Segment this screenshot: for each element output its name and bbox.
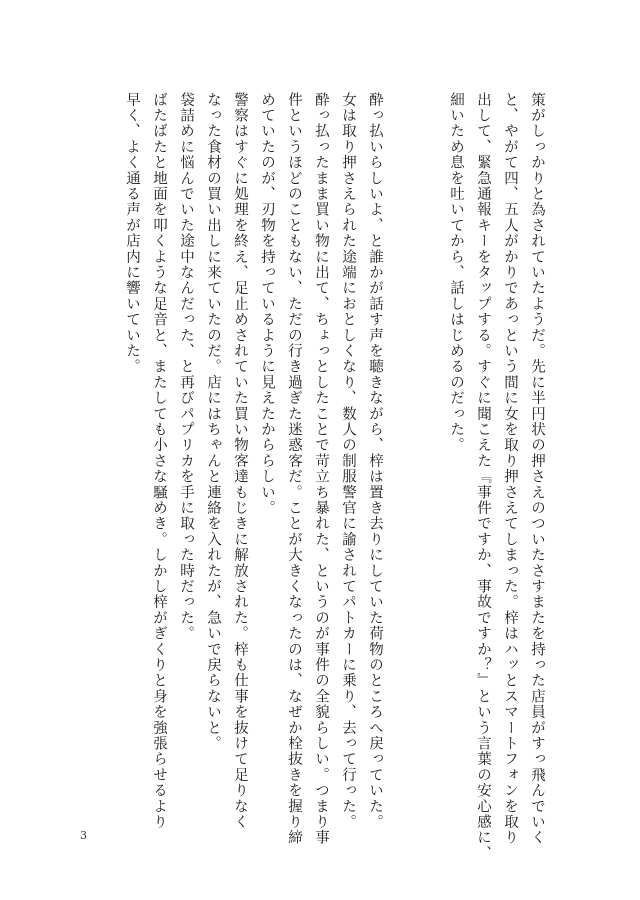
text-line: なった食材の買い出しに来ていたのだ。店にはちゃんと連絡を入れたが、急いで戻らないと。 <box>205 92 221 752</box>
text-line: 早く、よく通る声が店内に響いていた。 <box>124 92 140 375</box>
text-line: 出して、緊急通報キーをタップする。すぐに聞こえた『事件ですか、事故ですか？』という言葉の安心感に、 <box>475 92 491 862</box>
text-line: 酔っ払いらしいよ、と誰かが話す声を聴きながら、梓は置き去りにしていた荷物のところへ戻っていた。 <box>367 92 383 830</box>
text-line: 策がしっかりと為されていたようだ。先に半円状の押さえのついたさすまたを持った店員がすっ飛んでいく <box>529 92 545 846</box>
text-line: 女は取り押さえられた途端におとしくなり、数人の制服警官に諭されてパトカーに乗り、去って行った。 <box>340 92 356 830</box>
text-line: ばたばたと地面を叩くような足音と、またしても小さな騒めき。しかし梓がぎくりと身を強張らせるより <box>151 92 167 830</box>
text-line: めていたのが、刃物を持っているように見えたかららしい。 <box>259 92 275 516</box>
text-line: 酔っ払ったまま買い物に出て、ちょっとしたことで苛立ち暴れた、というのが事件の全貌らしい。つまり事 <box>313 92 329 846</box>
text-line: 細いため息を吐いてから、話しはじめるのだった。 <box>448 92 464 454</box>
page-number: 3 <box>80 829 87 842</box>
text-line: 袋詰めに悩んでいた途中なんだった、と再びパプリカを手に取った時だった。 <box>178 92 194 642</box>
text-line: 警察はすぐに処理を終え、足止めされていた買い物客達もじきに解放された。梓も仕事を抜けて足りなく <box>232 92 248 830</box>
body-text <box>118 92 550 861</box>
text-line: 件というほどのこともない、ただの行き過ぎた迷惑客だ。ことが大きくなったのは、なぜか栓抜きを握り締 <box>286 92 302 846</box>
text-line: と、やがて四、五人がかりであっという間に女を取り押さえてしまった。梓はハッとスマートフォンを取り <box>502 92 518 846</box>
